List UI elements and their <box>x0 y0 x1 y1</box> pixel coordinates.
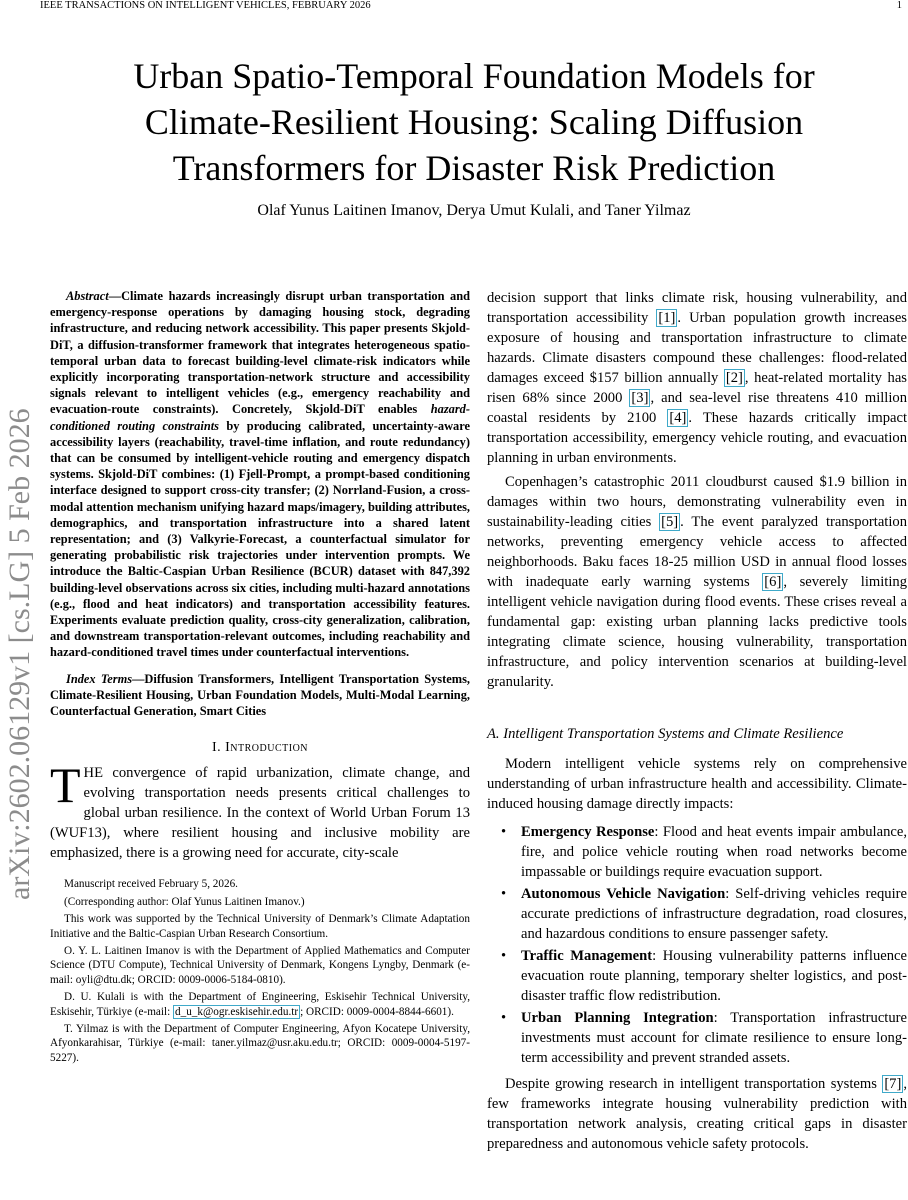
intro-paragraph-1: THE convergence of rapid urbanization, climate change, and evolving transportation needs presents critical challenges to global urban resilience. In the context of World Urban Forum 13 (WUF13), where resilient housing and inclusive mobility are emphasized, there is a growing need for accurate, city-scale <box>50 757 470 862</box>
citation-link[interactable]: [6] <box>764 574 782 590</box>
subsection-a-paragraph-2: Despite growing research in intelligent transportation systems [7] , few frameworks integrate housing vulnerability prediction with transportation network analysis, creating critical gaps in disaster preparedness and autonomous vehicle safety protocols. <box>487 1076 907 1152</box>
section-heading-introduction: I. Introduction <box>211 740 309 756</box>
footnote-author3: T. Yilmaz is with the Department of Computer Engineering, Afyon Kocatepe University, Afyonkarahisar, Türkiye (e-mail: taner.yilmaz@usr.aku.edu.tr; ORCID: 0009-0004-5197-5227). <box>50 1022 470 1064</box>
citation-link[interactable]: [7] <box>884 1076 902 1092</box>
citation-link[interactable]: [3] <box>631 390 649 406</box>
email-link[interactable]: d_u_k@ogr.eskisehir.edu.tr <box>175 1005 299 1018</box>
abstract-emphasis: hazard-conditioned routing constraints <box>50 402 470 433</box>
subsection-heading-a: A. Intelligent Transportation Systems and Climate Resilience <box>487 726 844 742</box>
intro-paragraph-2: Copenhagen’s catastrophic 2011 cloudburst caused $1.9 billion in damages within two hours, demonstrating vulnerability even in sustainability-leading cities [5] . The event paralyzed transportation networks, preventing emergency vehicle access to affected neighborhoods. Baku faces 18-25 million USD in annual flood losses with inadequate early warning systems [6] , severely limiting intelligent vehicle navigation during flood events. These crises reveal a fundamental gap: existing urban planning lacks predictive tools integrating climate science, housing vulnerability, transportation infrastructure, and policy intervention scenarios at building-level granularity. <box>487 474 907 690</box>
index-terms: Index Terms—Diffusion Transformers, Intelligent Transportation Systems, Climate-Resilient Housing, Urban Foundation Models, Multi-Modal Learning, Counterfactual Generation, Smart Cities <box>50 671 470 719</box>
abstract-label: Abstract <box>66 289 109 303</box>
footnote-support: This work was supported by the Technical University of Denmark’s Climate Adaptation Initiative and the Baltic-Caspian Urban Research Consortium. <box>50 913 470 940</box>
list-item: • Emergency Response: Flood and heat events impair ambulance, fire, and police vehicle routing when road networks become impassable or buildings require evacuation support. <box>521 822 907 882</box>
footnote-corresponding: (Corresponding author: Olaf Yunus Laitinen Imanov.) <box>64 895 305 908</box>
citation-link[interactable]: [1] <box>658 310 676 326</box>
journal-name: IEEE TRANSACTIONS ON INTELLIGENT VEHICLES, FEBRUARY 2026 <box>40 0 371 11</box>
footnote-received: Manuscript received February 5, 2026. <box>64 878 238 891</box>
index-terms-label: Index Terms <box>66 671 133 686</box>
footnote-author2: D. U. Kulali is with the Department of Engineering, Eskisehir Technical University, Eskisehir, Türkiye (e-mail: d_u_k@ogr.eskisehir.edu.tr ; ORCID: 0009-0004-8844-6601). <box>50 991 470 1018</box>
arxiv-stamp[interactable]: arXiv:2602.06129v1 [cs.LG] 5 Feb 2026 <box>3 408 36 900</box>
title-line: Transformers for Disaster Risk Prediction <box>172 148 776 188</box>
title-line: Climate-Resilient Housing: Scaling Diffusion <box>144 102 804 142</box>
list-item: • Autonomous Vehicle Navigation: Self-driving vehicles require accurate predictions of infrastructure degradation, road closures, and hazardous conditions to ensure passenger safety. <box>521 884 907 944</box>
page-number: 1 <box>896 0 902 11</box>
subsection-a-paragraph-1: Modern intelligent vehicle systems rely on comprehensive understanding of urban infrastructure health and accessibility. Climate-induced housing damage directly impacts: <box>487 756 907 812</box>
citation-link[interactable]: [4] <box>669 410 687 426</box>
running-header <box>40 0 902 14</box>
left-column <box>50 288 470 1068</box>
drop-cap: T <box>50 757 81 814</box>
impact-list <box>487 822 907 1068</box>
list-item: • Urban Planning Integration: Transportation infrastructure investments must account for climate resilience to ensure long-term accessibility and prevent stranded assets. <box>521 1008 907 1068</box>
footnote-author1: O. Y. L. Laitinen Imanov is with the Department of Applied Mathematics and Computer Science (DTU Compute), Technical University of Denmark, Kongens Lyngby, Denmark (e-mail: oyli@dtu.dk; ORCID: 0009-0006-5184-0810). <box>50 944 470 986</box>
footnotes <box>50 877 470 1065</box>
citation-link[interactable]: [2] <box>725 370 743 386</box>
title-line: Urban Spatio-Temporal Foundation Models for <box>133 56 815 96</box>
list-item: • Traffic Management: Housing vulnerability patterns influence evacuation route planning, temporary shelter logistics, and post-disaster traffic flow redistribution. <box>521 946 907 1006</box>
author-list: Olaf Yunus Laitinen Imanov, Derya Umut Kulali, and Taner Yilmaz <box>257 202 691 219</box>
paper-title <box>60 53 888 191</box>
citation-link[interactable]: [5] <box>661 514 679 530</box>
right-column <box>487 288 907 1154</box>
intro-paragraph-1-cont: decision support that links climate risk, housing vulnerability, and transportation accessibility [1] . Urban population growth increases exposure of housing and transportation infrastructure to climate hazards. Climate disasters compound these challenges: flood-related damages exceed $157 billion annually [2] , heat-related mortality has risen 68% since 2000 [3] , and sea-level rise threatens 410 million coastal residents by 2100 [4] . These hazards critically impact transportation accessibility, emergency vehicle routing, and evacuation planning in urban environments. <box>487 290 908 466</box>
abstract: Abstract—Climate hazards increasingly disrupt urban transportation and emergency-response operations by damaging housing stock, degrading infrastructure, and reducing network accessibility. This paper presents Skjold-DiT, a diffusion-transformer framework that integrates heterogeneous spatio-temporal urban data to forecast building-level climate-risk indicators while explicitly incorporating transportation-network structure and accessibility signals relevant to intelligent vehicles (e.g., emergency reachability and evacuation-route constraints). Concretely, Skjold-DiT enables hazard-conditioned routing constraints by producing calibrated, uncertainty-aware accessibility layers (reachability, travel-time inflation, and route redundancy) that can be consumed by intelligent-vehicle routing and emergency dispatch systems. Skjold-DiT combines: (1) Fjell-Prompt, a prompt-based conditioning interface designed to support cross-city transfer; (2) Norrland-Fusion, a cross-modal attention mechanism unifying hazard maps/imagery, building attributes, demographics, and transportation infrastructure into a shared latent representation; and (3) Valkyrie-Forecast, a counterfactual simulator for generating probabilistic risk trajectories under intervention prompts. We introduce the Baltic-Caspian Urban Resilience (BCUR) dataset with 847,392 building-level observations across six cities, including multi-hazard annotations (e.g., flood and heat indicators) and transportation accessibility features. Experiments evaluate prediction quality, cross-city generalization, calibration, and downstream transportation-relevant outcomes, including reachability and hazard-conditioned travel times under counterfactual interventions. <box>50 289 470 660</box>
